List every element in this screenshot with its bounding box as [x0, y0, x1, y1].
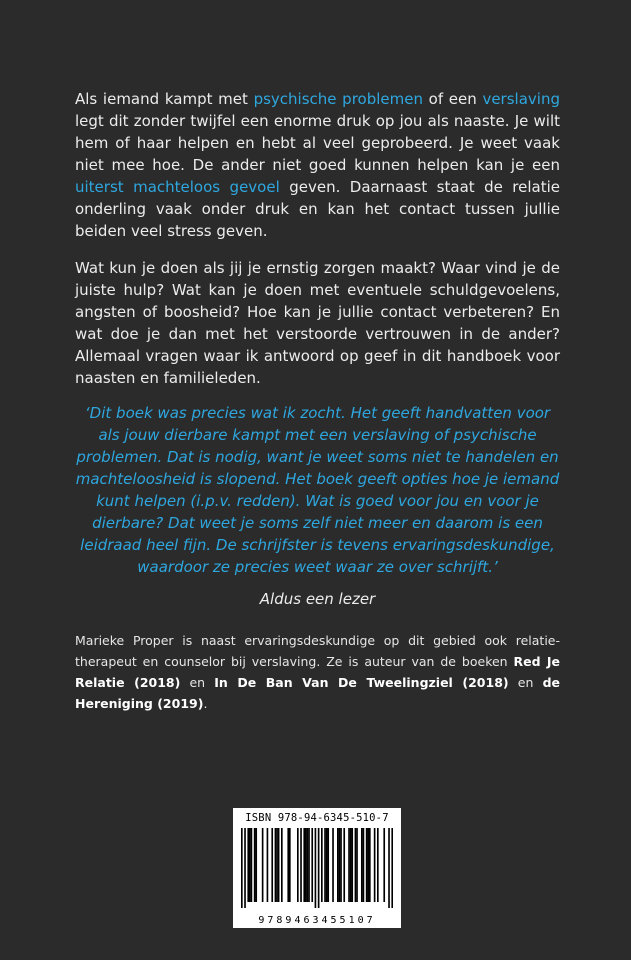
barcode-bar — [241, 828, 243, 908]
barcode-bar — [244, 828, 246, 908]
barcode-bar — [348, 828, 350, 902]
barcode-bar — [254, 828, 256, 902]
barcode-bar — [307, 828, 309, 902]
reader-quote: ‘Dit boek was precies wat ik zocht. Het geeft handvatten voor als jouw dierbare kampt met een verslaving of psychische problemen. Dat is nodig, want je weet soms niet te handelen en machteloosheid is slopend. Het boek geeft opties hoe je iemand kunt helpen (i.p.v. redden). Wat is goed voor jou en voor je dierbare? Dat weet je soms zelf niet meer en daarom is een leidraad heel fijn. De schrijfster is tevens ervaringsdeskundige, waardoor ze precies weet waar ze over schrijft.’ — [75, 404, 560, 576]
book-year-2: (2018) — [452, 675, 509, 690]
barcode-bar — [321, 828, 323, 902]
barcode-bar — [315, 828, 317, 908]
author-bio — [75, 630, 560, 714]
barcode-bar — [369, 828, 371, 902]
barcode-bars — [241, 828, 393, 908]
bio-text-3: en — [508, 675, 543, 690]
barcode-bar — [275, 828, 277, 902]
barcode-bar — [337, 828, 339, 902]
barcode-bar — [247, 828, 249, 902]
ean-digits: 9789463455107 — [258, 915, 376, 926]
barcode-bar — [326, 828, 328, 902]
intro-text-4: geven. Daarnaast staat de relatie onderling vaak onder druk en kan het contact tussen jullie beiden veel stress geven. — [75, 178, 561, 240]
barcode-bar — [391, 828, 393, 908]
barcode-bar — [305, 828, 307, 902]
bio-text-2: en — [180, 675, 215, 690]
barcode-bar — [366, 828, 368, 902]
barcode-bar — [303, 828, 305, 902]
quote-attribution: Aldus een lezer — [259, 590, 376, 608]
barcode-bar — [332, 828, 334, 902]
barcode-bar — [308, 828, 310, 902]
barcode-bar — [297, 828, 299, 902]
barcode-bar — [255, 828, 257, 902]
book-title-tweelingziel: In De Ban Van De Tweelingziel — [214, 675, 453, 690]
barcode-bar — [351, 828, 353, 902]
intro-paragraph — [75, 88, 560, 242]
isbn-barcode — [233, 808, 401, 928]
barcode-bar — [271, 828, 273, 902]
book-title-hereniging: de Hereniging — [75, 675, 560, 711]
barcode-bar — [363, 828, 365, 902]
bio-text-1: Marieke Proper is naast ervaringsdeskundige op dit gebied ook relatie-therapeut en counselor bij verslaving. Ze is auteur van de boeken — [75, 633, 560, 669]
highlight-verslaving: verslaving — [482, 90, 560, 108]
barcode-bar — [340, 828, 342, 902]
barcode-bar — [361, 828, 363, 902]
barcode-bar — [383, 828, 385, 902]
barcode-bar — [262, 828, 264, 902]
intro-text-1: Als iemand kampt met — [75, 90, 254, 108]
isbn-label: ISBN 978-94-6345-510-7 — [245, 812, 389, 824]
barcode-bar — [367, 828, 369, 902]
barcode-bar — [374, 828, 376, 902]
book-year-1: (2018) — [124, 675, 181, 690]
barcode-bar — [339, 828, 341, 902]
highlight-psychische-problemen: psychische problemen — [253, 90, 423, 108]
barcode-bar — [289, 828, 291, 902]
barcode-bar — [249, 828, 251, 902]
book-title-red-je-relatie: Red Je Relatie — [75, 654, 561, 690]
barcode-bar — [377, 828, 379, 902]
barcode-bar — [356, 828, 358, 902]
bio-text-4: . — [203, 696, 208, 711]
highlight-machteloos-gevoel: uiterst machteloos gevoel — [75, 178, 280, 196]
barcode-bar — [276, 828, 278, 902]
barcode-bar — [281, 828, 283, 902]
barcode-bar — [388, 828, 390, 908]
barcode-bar — [251, 828, 253, 902]
questions-paragraph: Wat kun je doen als jij je ernstig zorgen maakt? Waar vind je de juiste hulp? Wat kan je doen met eventuele schuldgevoelens, angsten of boosheid? Hoe kan je jullie contact verbeteren? En wat doe je dan met het verstoorde vertrouwen in de ander? Allemaal vragen waar ik antwoord op geef in dit handboek voor naasten en familieleden. — [75, 259, 560, 387]
barcode-bar — [267, 828, 269, 902]
barcode-bar — [324, 828, 326, 902]
barcode-bar — [287, 828, 289, 902]
barcode-bar — [311, 828, 313, 902]
intro-text-3: legt dit zonder twijfel een enorme druk op jou als naaste. Je wilt hem of haar helpen en hebt al veel geprobeerd. Je weet vaak niet mee hoe. De ander niet goed kunnen helpen kan je een — [75, 112, 560, 174]
barcode-bar — [350, 828, 352, 902]
barcode-bar — [300, 828, 302, 902]
barcode-bar — [355, 828, 357, 902]
intro-text-2: of een — [422, 90, 483, 108]
barcode-bar — [318, 828, 320, 908]
barcode-bar — [278, 828, 280, 902]
book-year-3: (2019) — [152, 696, 204, 711]
barcode-bar — [327, 828, 329, 902]
barcode-bar — [343, 828, 345, 902]
